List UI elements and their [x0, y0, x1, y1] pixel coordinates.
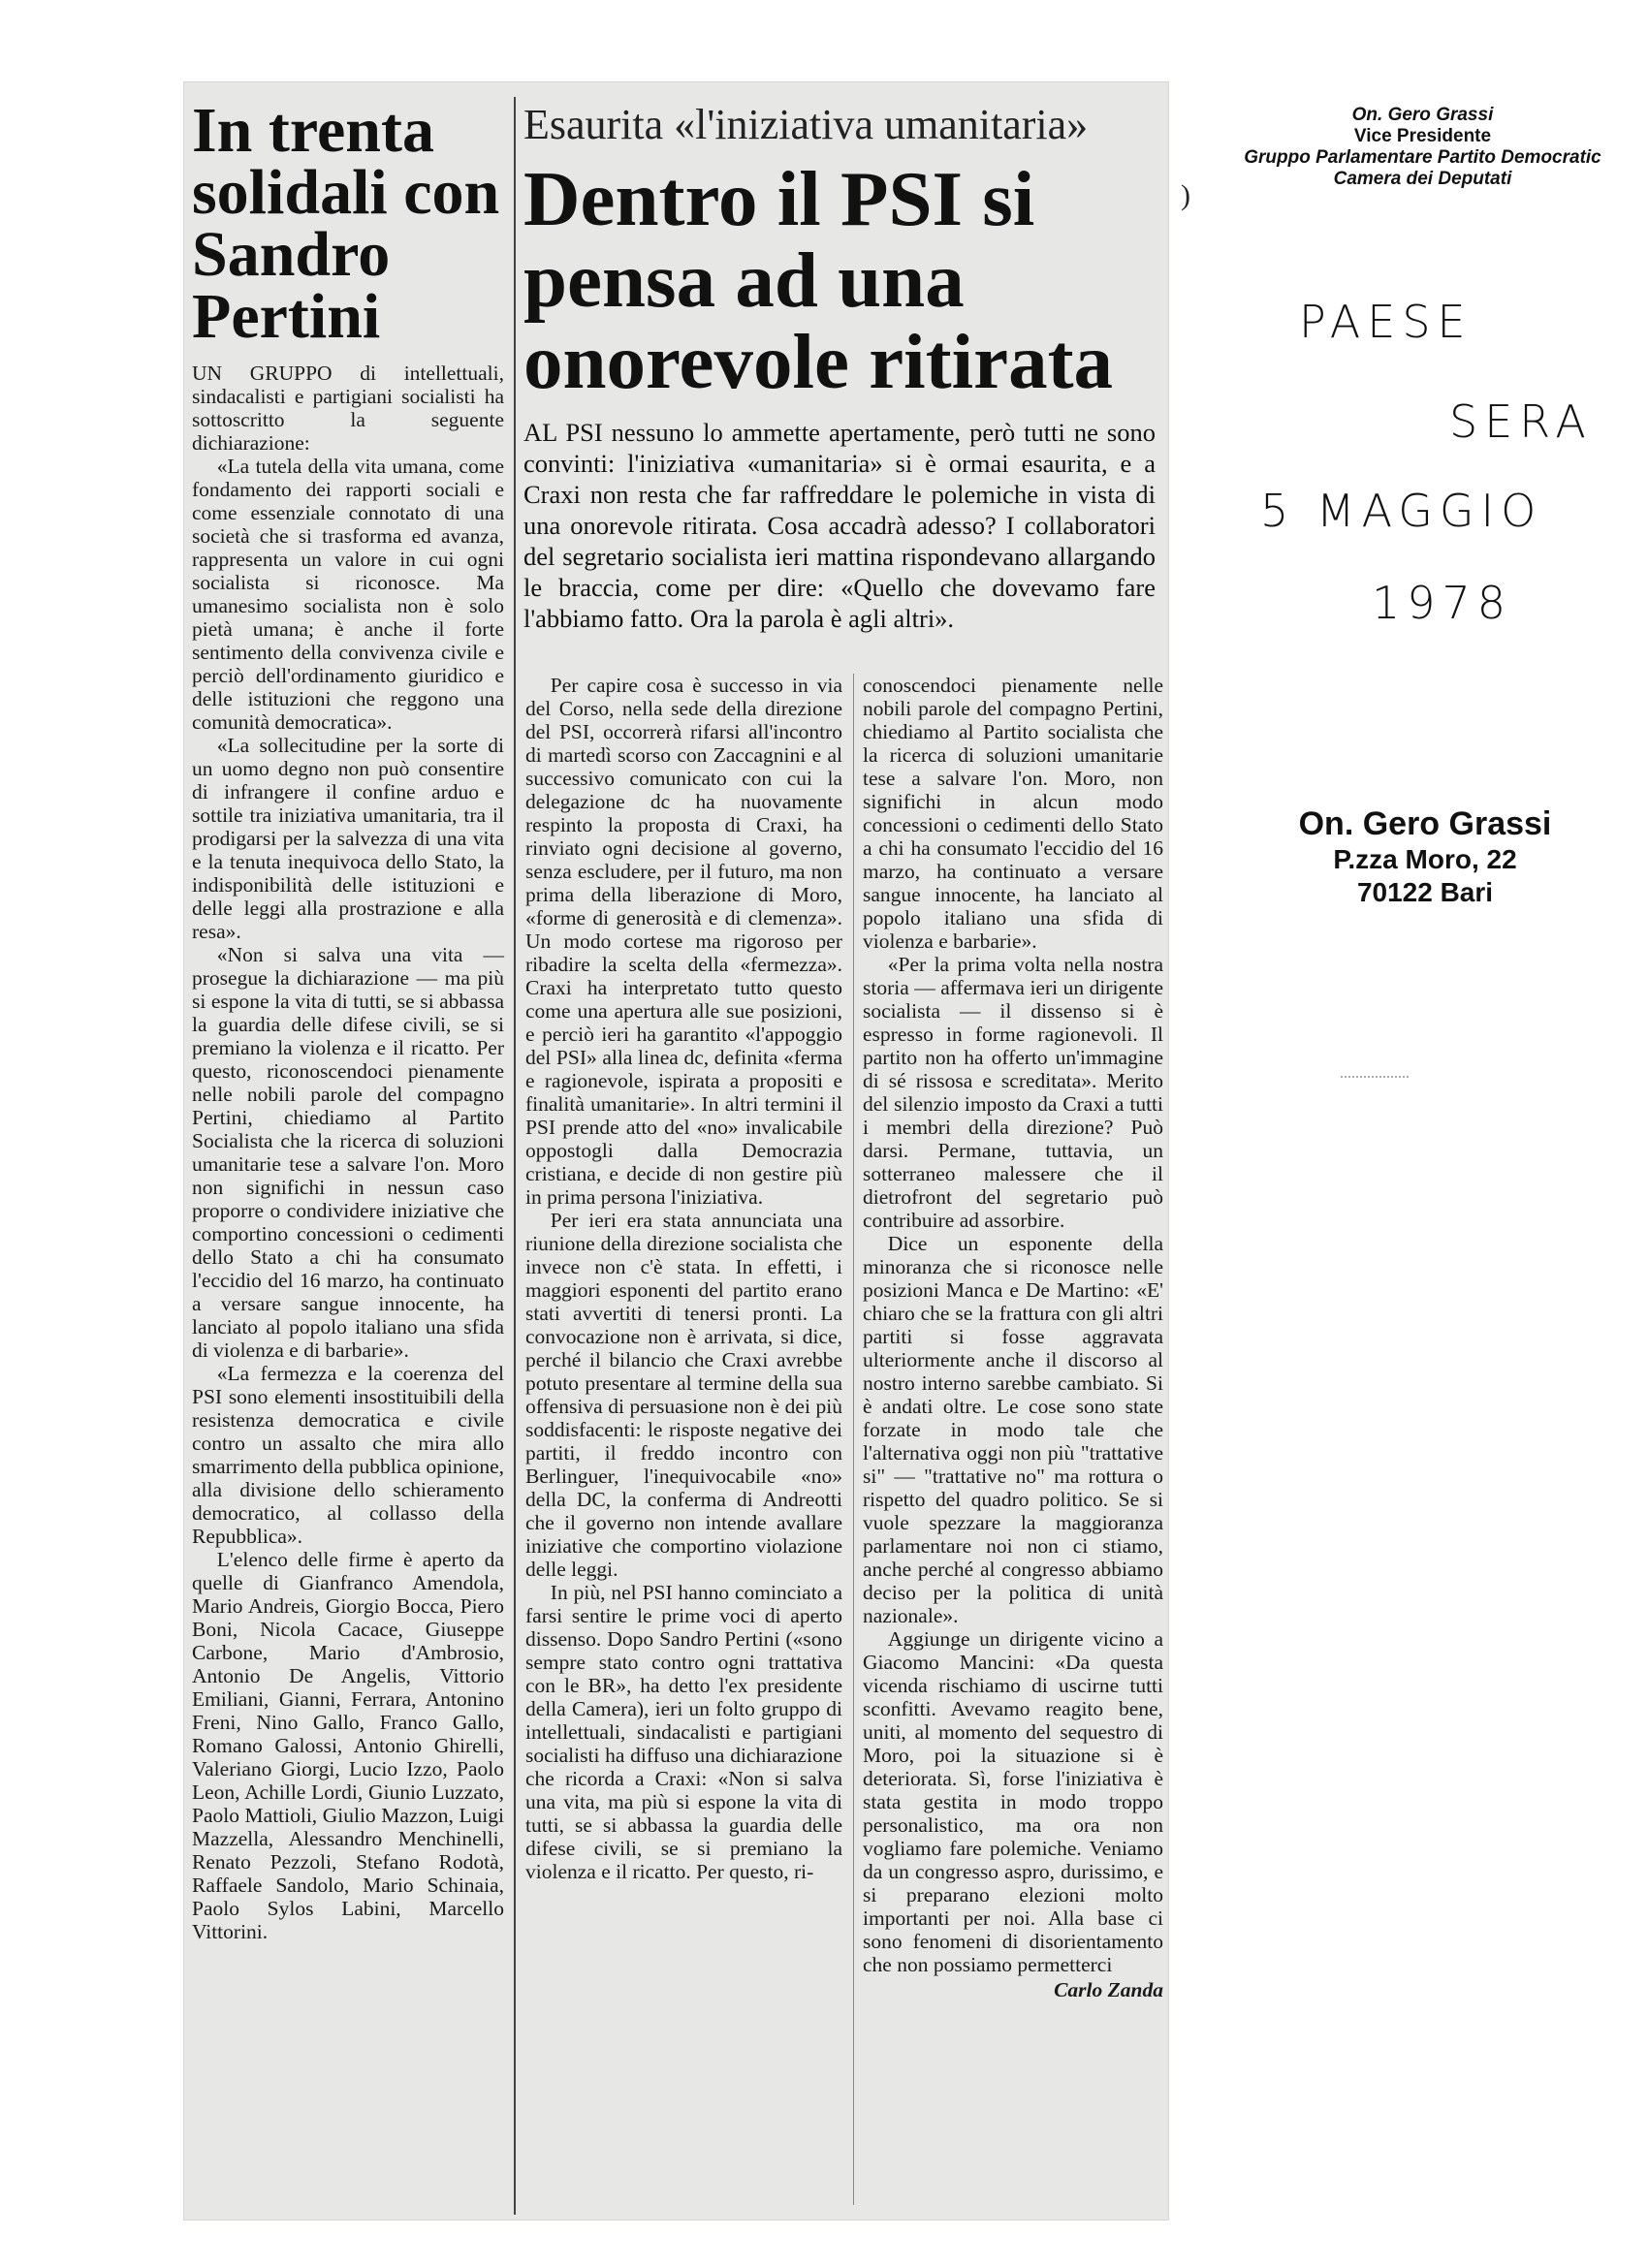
main-column-1	[525, 674, 842, 1883]
handwritten-newspaper-name-2: SERA	[1449, 395, 1593, 448]
letterhead-role: Vice Presidente	[1353, 126, 1492, 146]
main-paragraph: Per capire cosa è successo in via del Corso, nella sede della direzione del PSI, occorrerà rifarsi all'incontro di martedì scorso con Zaccagnini e al successivo comunicato con cui la delegazione dc ha nuovamente respinto la proposta di Craxi, ha rinviato ogni decisione al governo, senza escludere, per il futuro, ma non prima della liberazione di Moro, «forme di generosità e di clemenza». Un modo cortese ma rigoroso per ribadire la scelta della «fermezza». Craxi ha interpretato tutto questo come una apertura alle sue posizioni, e perciò ieri ha garantito «l'appoggio del PSI» alla linea dc, definita «ferma e ragionevole, ispirata a propositi e finalità umanitarie». In altri termini il PSI prende atto del «no» invalicabile oppostogli dalla Democrazia cristiana, e decide di non gestire più in prima persona l'iniziativa.	[525, 674, 842, 1209]
author-signature: Carlo Zanda	[1054, 1978, 1163, 2001]
left-paragraph: «La fermezza e la coerenza del PSI sono elementi insostituibili della resistenza democratica e civile contro un assalto che mira allo smarrimento della pubblica opinione, alla divisione dello schieramento democratico, al collasso della Repubblica».	[192, 1362, 504, 1548]
main-paragraph: «Per la prima volta nella nostra storia — affermava ieri un dirigente socialista — il dissenso si è espresso in forme ragionevoli. Il partito non ha offerto un'immagine di sé rissosa e screditata». Merito del silenzio imposto da Craxi a tutti i membri della direzione? Può darsi. Permane, tuttavia, un sotterraneo malessere che il dietrofront del segretario può contribuire ad assorbire.	[863, 953, 1163, 1232]
main-paragraph: conoscendoci pienamente nelle nobili parole del compagno Pertini, chiediamo al Partito socialista che la ricerca di soluzioni umanitarie tese a salvare l'on. Moro, non significhi in alcun modo concessioni o cedimenti dello Stato a chi ha consumato l'eccidio del 16 marzo, ha continuato a versare sangue innocente, ha lanciato al popolo italiano una sfida di violenza e barbarie».	[863, 674, 1163, 953]
left-body	[192, 362, 504, 1943]
handwritten-date: 5 MAGGIO	[1260, 485, 1543, 537]
main-kicker: Esaurita «l'iniziativa umanitaria»	[523, 101, 1089, 148]
main-headline: Dentro il PSI si pensa ad una onorevole ritirata	[523, 155, 1114, 405]
left-article	[192, 95, 504, 1943]
letterhead-name: On. Gero Grassi	[1351, 105, 1494, 125]
newspaper-clipping	[184, 82, 1168, 2220]
left-paragraph: «Non si salva una vita — prosegue la dichiarazione — ma più si espone la vita di tutti, se si abbassa la guardia delle difese civili, se si premiano la violenza e il ricatto. Per questo, riconoscendoci pienamente nelle nobili parole del compagno Pertini, chiediamo al Partito Socialista che la ricerca di soluzioni umanitarie tese a salvare l'on. Moro non significhi in nessun caso proporre o condividere iniziative che comportino concessioni o cedimenti dello Stato a chi ha consumato l'eccidio del 16 marzo, ha continuato a versare sangue innocente, ha lanciato al popolo italiano una sfida di violenza e di barbarie».	[192, 943, 504, 1362]
stamp-city: 70122 Bari	[1356, 877, 1494, 907]
stamp-street: P.zza Moro, 22	[1333, 844, 1517, 874]
left-paragraph: «La sollecitudine per la sorte di un uomo degno non può consentire di infrangere il confine arduo e sottile tra iniziativa umanitaria, tra il prodigarsi per la salvezza di una vita e la tenuta inequivoca dello Stato, la indisponibilità delle istituzioni e delle leggi alla prostrazione e alla resa».	[192, 734, 504, 943]
stamp-name: On. Gero Grassi	[1298, 805, 1552, 842]
left-paragraph: L'elenco delle firme è aperto da quelle di Gianfranco Amendola, Mario Andreis, Giorgio Bocca, Piero Boni, Nicola Cacace, Giuseppe Carbone, Mario d'Ambrosio, Antonio De Angelis, Vittorio Emiliani, Gianni, Ferrara, Antonino Freni, Nino Gallo, Franco Gallo, Romano Galossi, Antonio Ghirelli, Valeriano Giorgi, Lucio Izzo, Paolo Leon, Achille Lordi, Giunio Luzzato, Paolo Mattioli, Giulio Mazzon, Luigi Mazzella, Alessandro Menchinelli, Renato Pezzoli, Stefano Rodotà, Raffaele Sandolo, Mario Schinaia, Paolo Sylos Labini, Marcello Vittorini.	[192, 1548, 504, 1943]
main-paragraph: Dice un esponente della minoranza che si riconosce nelle posizioni Manca e De Martino: «E' chiaro che se la frattura con gli altri partiti si fosse aggravata ulteriormente anche il discorso al nostro interno sarebbe cambiato. Si è andati oltre. Le cose sono state forzate in modo tale che l'alternativa oggi non più "trattative si" — "trattative no" ma rottura o rispetto del quadro politico. Se si vuole spezzare la maggioranza parlamentare noi non ci stiamo, anche perché al congresso abbiamo deciso per la politica di unità nazionale».	[863, 1232, 1163, 1627]
left-headline: In trenta solidali con Sandro Pertini	[192, 95, 500, 352]
left-paragraph: UN GRUPPO di intellettuali, sindacalisti e partigiani socialisti ha sottoscritto la seguente dichiarazione:	[192, 362, 504, 455]
bracket-mark: )	[1181, 179, 1190, 211]
main-paragraph: Aggiunge un dirigente vicino a Giacomo Mancini: «Da questa vicenda rischiamo di uscirne tutti sconfitti. Avevamo reagito bene, uniti, al momento del sequestro di Moro, poi la situazione si è deteriorata. Sì, forse l'iniziativa è stata gestita in modo troppo personalistico, ma ora non vogliamo fare polemiche. Veniamo da un congresso aspro, durissimo, e si preparano elezioni molto importanti per noi. Alla base ci sono fenomeni di disorientamento che non possiamo permetterci	[863, 1627, 1163, 1976]
main-lead: AL PSI nessuno lo ammette apertamente, però tutti ne sono convinti: l'iniziativa «umanitaria» si è ormai esaurita, e a Craxi non resta che far raffreddare le polemiche in vista di una onorevole ritirata. Cosa accadrà adesso? I collaboratori del segretario socialista ieri mattina rispondevano allargando le braccia, come per dire: «Quello che dovevamo fare l'abbiamo fatto. Ora la parola è agli altri».	[523, 418, 1156, 633]
main-paragraph: Per ieri era stata annunciata una riunione della direzione socialista che invece non c'è stata. In effetti, i maggiori esponenti del partito erano stati avvertiti di tenersi pronti. La convocazione non è arrivata, si dice, perché il bilancio che Craxi avrebbe potuto presentare al termine della sua offensiva di persuasione non è dei più soddisfacenti: le risposte negative dei partiti, il freddo incontro con Berlinguer, l'inequivocabile «no» della DC, la conferma di Andreotti che il governo non intende avallare iniziative che comportino violazione delle leggi.	[525, 1209, 842, 1581]
address-stamp	[1221, 804, 1629, 909]
dotted-mark	[1341, 1076, 1409, 1078]
left-paragraph: «La tutela della vita umana, come fondamento dei rapporti sociali e come essenziale connotato di una società che si trasforma ed avanza, rappresenta un valore in cui ogni socialista si riconosce. Ma umanesimo socialista non è solo pietà umana; è anche il forte sentimento della convivenza civile e perciò dell'ordinamento giuridico e delle istituzioni che reggono una comunità democratica».	[192, 455, 504, 734]
main-column-2	[863, 674, 1163, 2001]
letterhead	[1197, 105, 1648, 190]
column-rule	[514, 97, 516, 2215]
main-paragraph: In più, nel PSI hanno cominciato a farsi sentire le prime voci di aperto dissenso. Dopo Sandro Pertini («sono sempre stato contro ogni trattativa con le BR», ha detto l'ex presidente della Camera), ieri un folto gruppo di intellettuali, sindacalisti e partigiani socialisti ha diffuso una dichiarazione che ricorda a Craxi: «Non si salva una vita, ma più si espone la vita di tutti, se si abbassa la guardia delle difese civili, se si premiano la violenza e il ricatto. Per questo, ri-	[525, 1581, 842, 1883]
column-rule-secondary	[853, 674, 854, 2205]
handwritten-year: 1978	[1372, 577, 1513, 629]
letterhead-chamber: Camera dei Deputati	[1333, 169, 1512, 189]
handwritten-newspaper-name: PAESE	[1299, 296, 1473, 348]
letterhead-group: Gruppo Parlamentare Partito Democratic	[1244, 147, 1601, 168]
